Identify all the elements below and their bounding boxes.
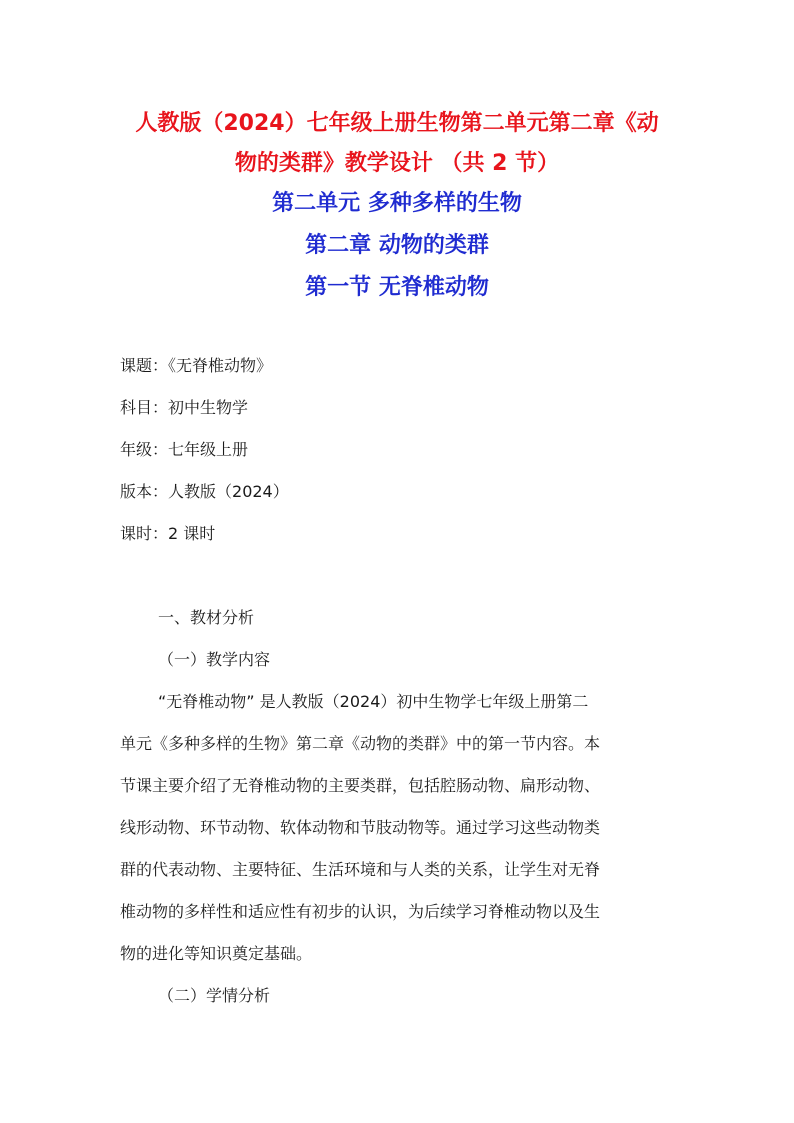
document-title-line-1: 人教版（2024）七年级上册生物第二单元第二章《动: [135, 111, 659, 136]
section-heading-textbook-analysis: 一、教材分析: [158, 608, 255, 627]
paragraph-line: “无脊椎动物” 是人教版（2024）初中生物学七年级上册第二: [158, 692, 589, 711]
paragraph-line: 单元《多种多样的生物》第二章《动物的类群》中的第一节内容。本: [120, 734, 601, 753]
meta-edition-value: 人教版（2024）: [168, 482, 289, 501]
meta-grade-value: 七年级上册: [168, 440, 249, 459]
subsection-heading-teaching-content: （一）教学内容: [158, 650, 271, 669]
meta-topic-label: 课题：: [120, 356, 169, 375]
meta-edition-label: 版本：: [120, 482, 169, 501]
subsection-heading-student-analysis: （二）学情分析: [158, 986, 271, 1005]
chapter-heading: 第二章 动物的类群: [305, 233, 489, 258]
meta-topic: [120, 354, 272, 378]
section-heading: 第一节 无脊椎动物: [305, 275, 489, 300]
meta-subject-value: 初中生物学: [168, 398, 249, 417]
meta-subject: [120, 396, 248, 420]
meta-subject-label: 科目：: [120, 398, 169, 417]
paragraph-line: 椎动物的多样性和适应性有初步的认识，为后续学习脊椎动物以及生: [120, 902, 601, 921]
unit-heading: 第二单元 多种多样的生物: [272, 191, 522, 216]
meta-grade-label: 年级：: [120, 440, 169, 459]
paragraph-line: 线形动物、环节动物、软体动物和节肢动物等。通过学习这些动物类: [120, 818, 601, 837]
meta-grade: [120, 438, 248, 462]
meta-periods: [120, 522, 215, 546]
document-title-line-2: 物的类群》教学设计 （共 2 节）: [234, 151, 560, 176]
meta-periods-value: 2 课时: [168, 524, 216, 543]
paragraph-line: 物的进化等知识奠定基础。: [120, 944, 313, 963]
paragraph-line: 群的代表动物、主要特征、生活环境和与人类的关系，让学生对无脊: [120, 860, 601, 879]
meta-edition: [120, 480, 289, 504]
paragraph-line: 节课主要介绍了无脊椎动物的主要类群，包括腔肠动物、扁形动物、: [120, 776, 601, 795]
meta-periods-label: 课时：: [120, 524, 169, 543]
meta-topic-value: 《无脊椎动物》: [168, 356, 273, 375]
